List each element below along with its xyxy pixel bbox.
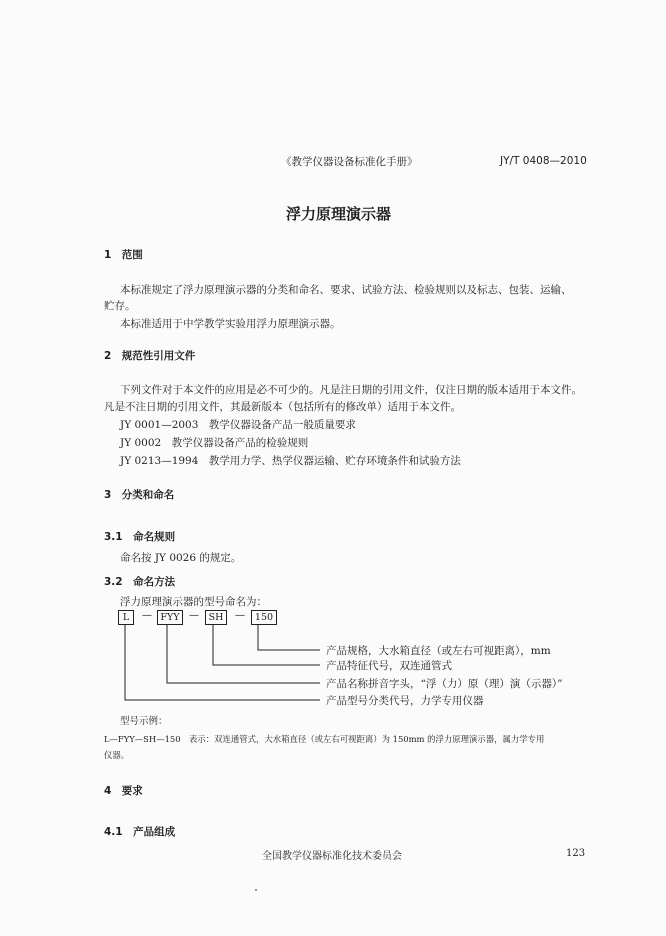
- standard-code: JY/T 0408—2010: [500, 155, 587, 167]
- annotation-feature-code: 产品特征代号，双连通管式: [326, 660, 452, 672]
- annotation-class-code: 产品型号分类代号，力学专用仪器: [326, 695, 484, 707]
- section-2-paragraph-1: 下列文件对于本文件的应用是必不可少的。凡是注日期的引用文件，仅注日期的版本适用于本文件。: [120, 384, 582, 396]
- section-1-heading: 1 范围: [104, 249, 143, 261]
- section-1-paragraph-2: 本标准适用于中学教学实验用浮力原理演示器。: [120, 318, 341, 330]
- model-code-box: 150: [251, 610, 277, 625]
- section-3-1-text: 命名按 JY 0026 的规定。: [120, 552, 242, 564]
- scan-speck: [255, 889, 257, 891]
- section-4-heading: 4 要求: [104, 785, 143, 797]
- section-4-1-heading: 4.1 产品组成: [104, 826, 176, 838]
- model-separator: —: [189, 610, 199, 621]
- footer-committee: 全国教学仪器标准化技术委员会: [262, 851, 402, 862]
- annotation-spec: 产品规格，大水箱直径（或左右可视距离），mm: [326, 645, 551, 657]
- model-code-box: SH: [205, 610, 227, 625]
- section-3-2-heading: 3.2 命名方法: [104, 576, 176, 588]
- model-code-box: L: [118, 610, 134, 625]
- section-1-paragraph-1-cont: 贮存。: [104, 300, 136, 312]
- example-text-cont: 仪器。: [104, 750, 130, 760]
- example-text: L—FYY—SH—150 表示：双连通管式，大水箱直径（或左右可视距离）为 150mm 的浮力原理演示器，属力学专用: [104, 734, 545, 744]
- model-separator: —: [235, 610, 245, 621]
- reference-item: JY 0213—1994 教学用力学、热学仪器运输、贮存环境条件和试验方法: [120, 455, 461, 467]
- model-code-box: FYY: [157, 610, 183, 625]
- annotation-name-initials: 产品名称拼音字头，“浮（力）原（理）演（示器）”: [326, 678, 563, 690]
- section-1-paragraph-1: 本标准规定了浮力原理演示器的分类和命名、要求、试验方法、检验规则以及标志、包装、运输、: [120, 284, 572, 296]
- section-2-heading: 2 规范性引用文件: [104, 350, 196, 362]
- page-number: 123: [566, 848, 586, 859]
- reference-item: JY 0002 教学仪器设备产品的检验规则: [120, 437, 309, 449]
- section-3-1-heading: 3.1 命名规则: [104, 531, 176, 543]
- section-2-paragraph-2: 凡是不注日期的引用文件，其最新版本（包括所有的修改单）适用于本文件。: [104, 401, 461, 413]
- reference-item: JY 0001—2003 教学仪器设备产品一般质量要求: [120, 419, 356, 431]
- section-3-heading: 3 分类和命名: [104, 489, 175, 501]
- example-label: 型号示例：: [120, 716, 168, 727]
- section-3-2-intro: 浮力原理演示器的型号命名为：: [120, 596, 267, 608]
- book-title: 《教学仪器设备标准化手册》: [281, 156, 418, 168]
- document-title: 浮力原理演示器: [286, 205, 392, 223]
- model-separator: —: [142, 610, 152, 621]
